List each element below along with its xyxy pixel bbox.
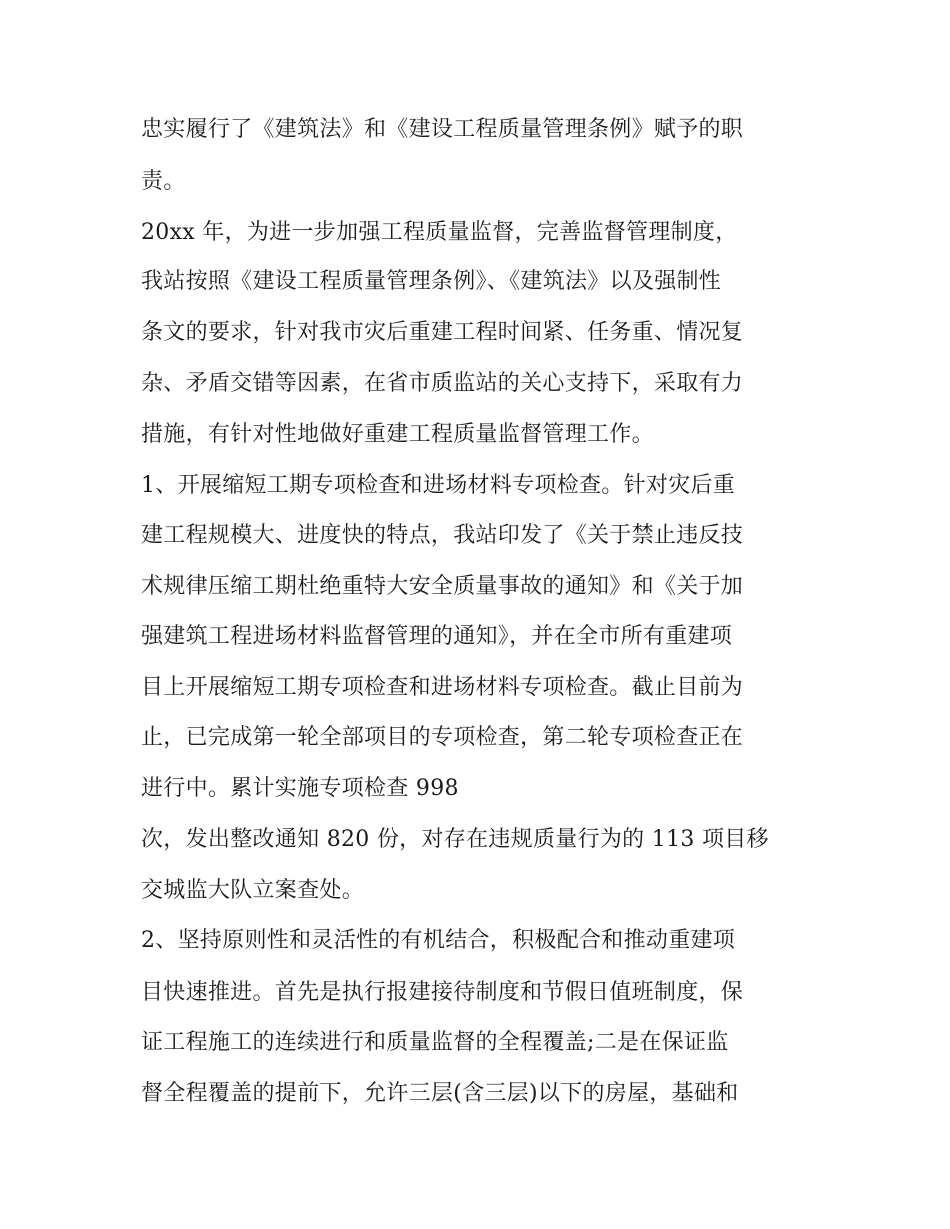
text-line: 20xx 年，为进一步加强工程质量监督，完善监督管理制度， [141,220,738,245]
text-line: 交城监大队立案查处。 [141,878,365,903]
text-line: 措施，有针对性地做好重建工程质量监督管理工作。 [141,422,654,447]
text-line: 目快速推进。首先是执行报建接待制度和节假日值班制度，保 [141,980,744,1005]
text-line: 建工程规模大、进度快的特点，我站印发了《关于禁止违反技 [141,523,744,548]
text-line: 术规律压缩工期杜绝重特大安全质量事故的通知》和《关于加 [141,574,744,599]
text-line: 我站按照《建设工程质量管理条例》、《建筑法》以及强制性 [141,269,722,294]
text-line: 进行中。累计实施专项检查 998 [141,776,459,801]
text-line: 强建筑工程进场材料监督管理的通知》，并在全市所有重建项 [141,624,733,649]
text-line: 督全程覆盖的提前下，允许三层(含三层)以下的房屋，基础和 [141,1081,739,1106]
text-line: 次，发出整改通知 820 份，对存在违规质量行为的 113 项目移 [141,827,769,852]
text-line: 2、坚持原则性和灵活性的有机结合，积极配合和推动重建项 [141,928,736,953]
text-line: 1、开展缩短工期专项检查和进场材料专项检查。针对灾后重 [141,473,736,498]
text-line: 目上开展缩短工期专项检查和进场材料专项检查。截止目前为 [141,675,744,700]
text-line: 责。 [141,169,186,194]
text-line: 证工程施工的连续进行和质量监督的全程覆盖;二是在保证监 [141,1030,729,1055]
text-line: 忠实履行了《建筑法》和《建设工程质量管理条例》赋予的职 [141,117,744,142]
text-line: 杂、矛盾交错等因素，在省市质监站的关心支持下，采取有力 [141,371,744,396]
text-line: 止，已完成第一轮全部项目的专项检查，第二轮专项检查正在 [141,725,744,750]
text-line: 条文的要求，针对我市灾后重建工程时间紧、任务重、情况复 [141,320,744,345]
